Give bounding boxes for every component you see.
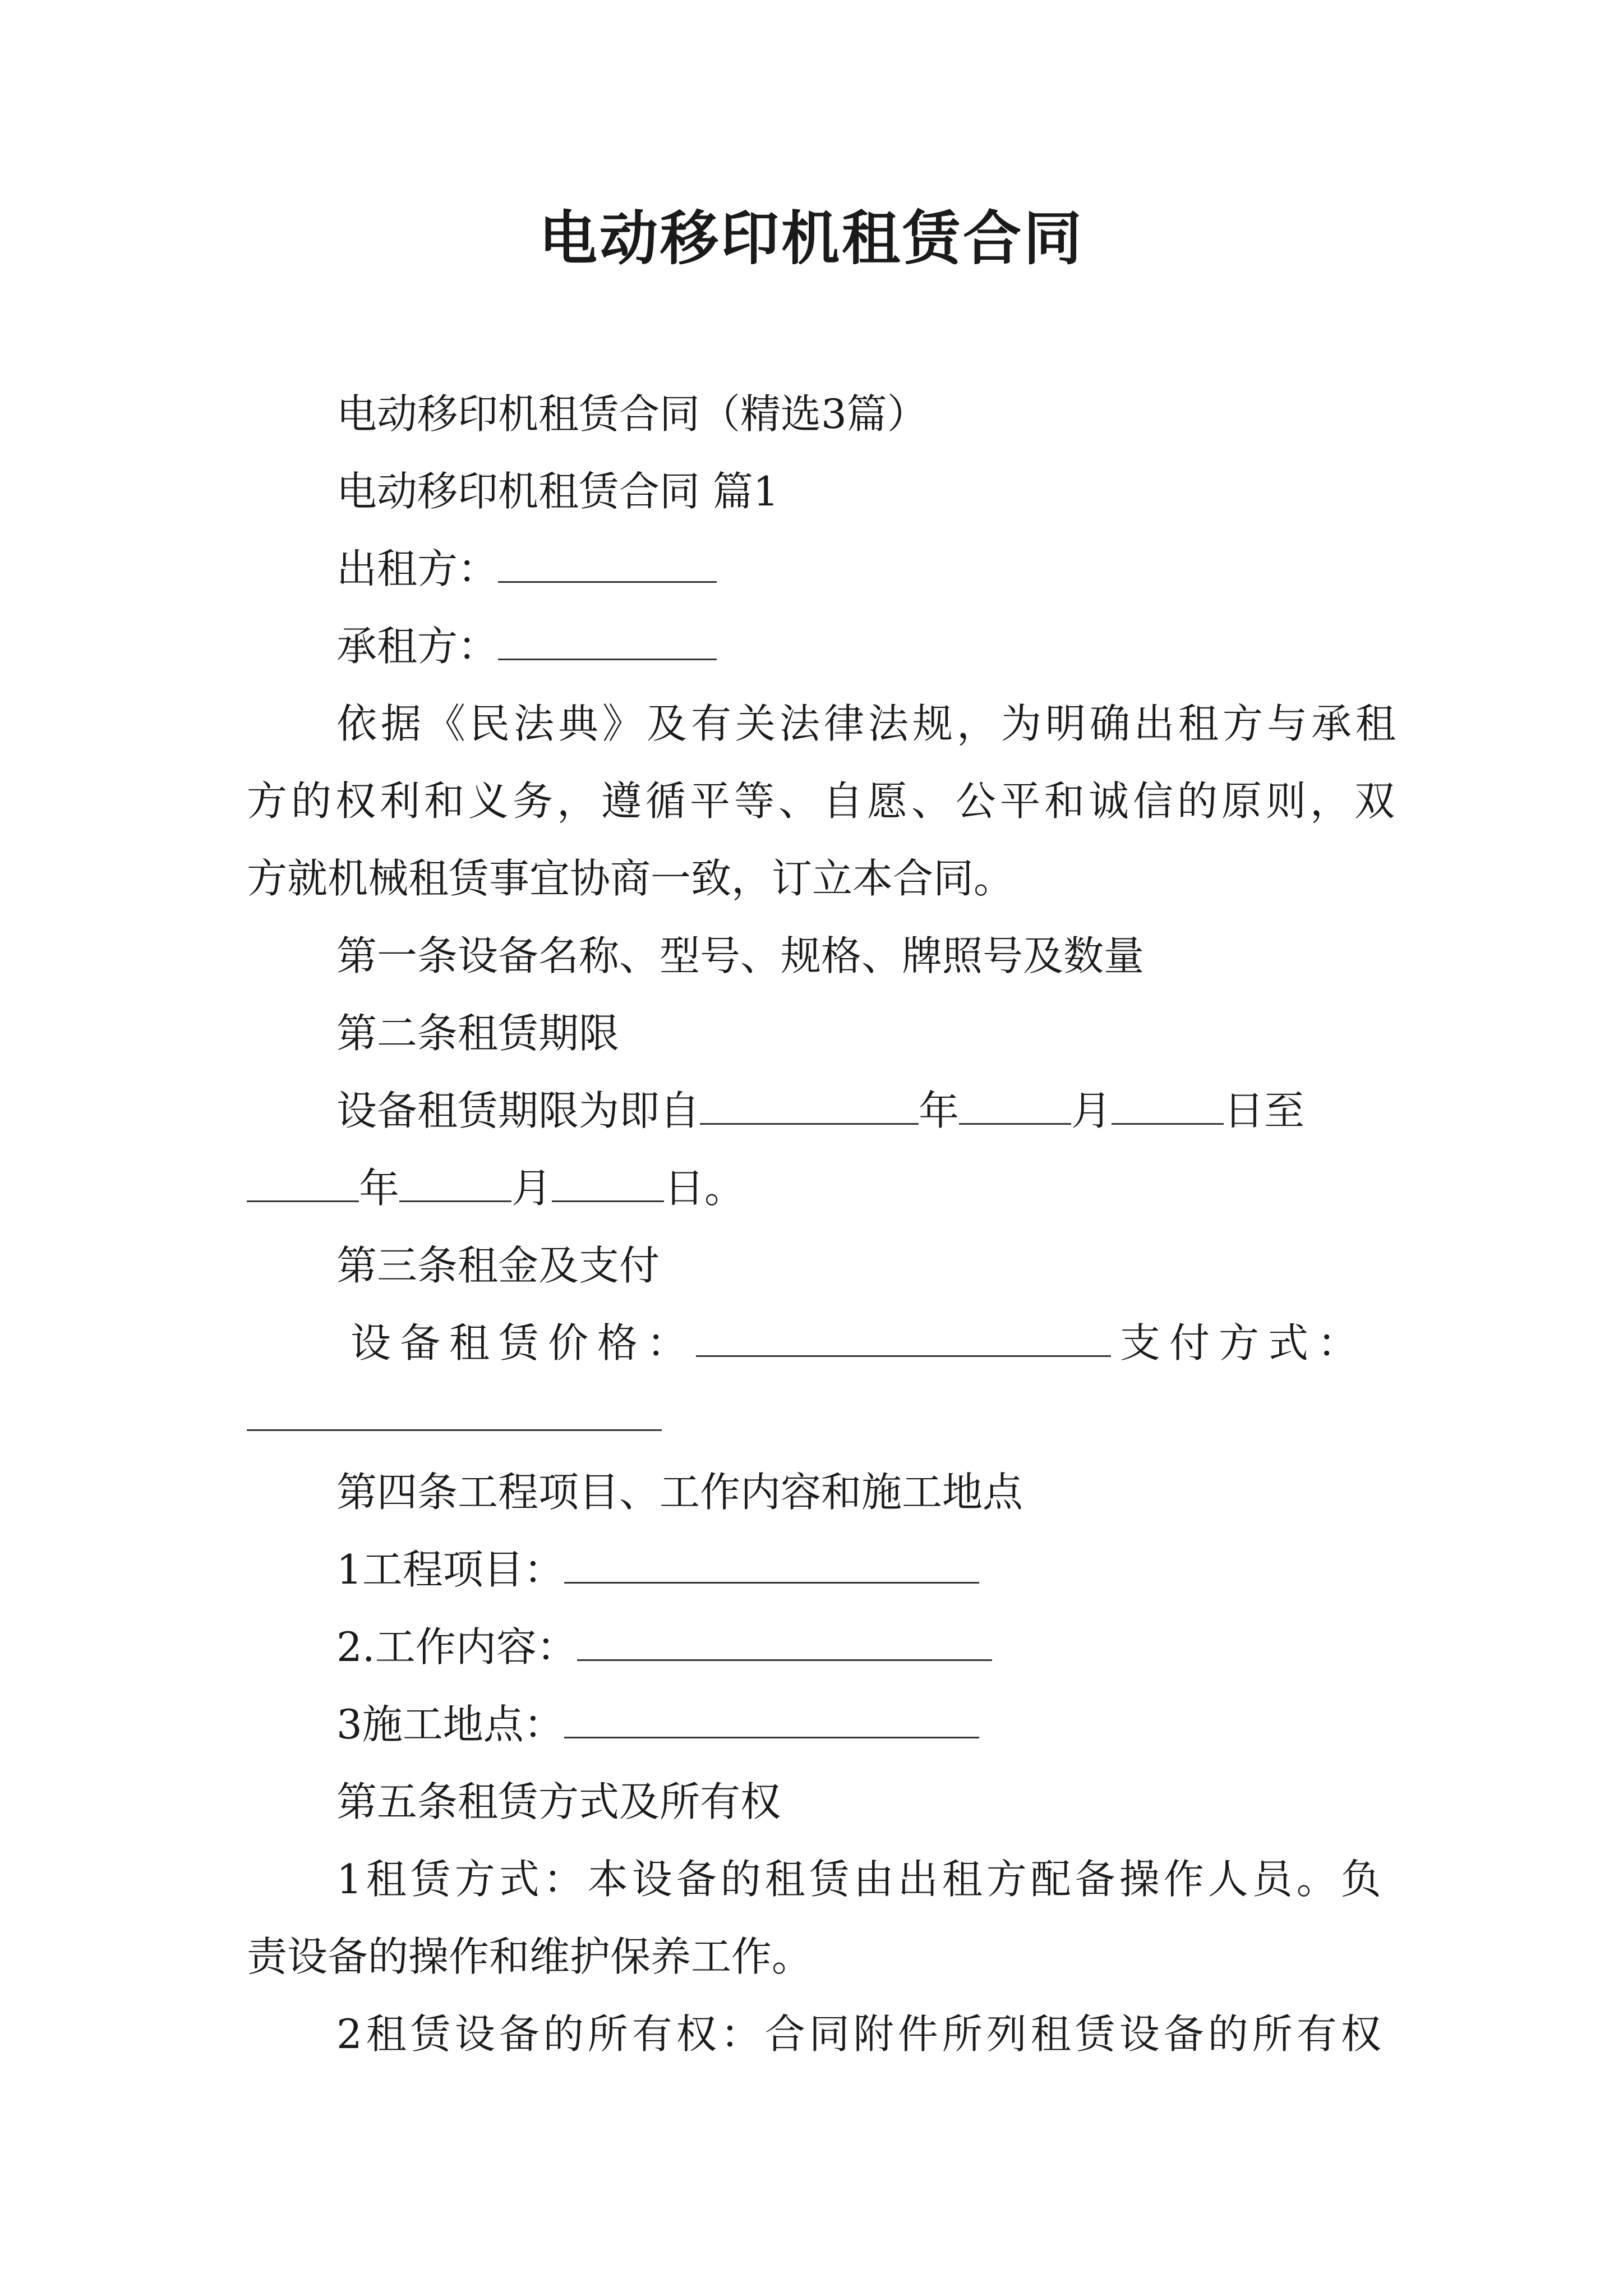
term-end-month-blank bbox=[399, 1167, 511, 1202]
term-end-year-label: 年 bbox=[359, 1165, 400, 1212]
lessee-line bbox=[336, 618, 717, 674]
section-heading: 电动移印机租赁合同 篇1 bbox=[336, 468, 779, 515]
item-1-line bbox=[336, 1542, 979, 1598]
pay-label: 支付方式： bbox=[1120, 1319, 1367, 1366]
price-line bbox=[351, 1315, 1367, 1371]
intro-line-1: 依据《民法典》及有关法律法规，为明确出租方与承租 bbox=[336, 700, 1400, 747]
lessee-label: 承租方： bbox=[336, 623, 499, 670]
term-end-month-label: 月 bbox=[511, 1165, 552, 1212]
term-start-month-blank bbox=[959, 1089, 1071, 1125]
ownership-line: 2租赁设备的所有权：合同附件所列租赁设备的所有权 bbox=[336, 2010, 1385, 2058]
article-1: 第一条设备名称、型号、规格、牌照号及数量 bbox=[336, 932, 1145, 979]
item-2-blank bbox=[577, 1626, 992, 1661]
intro-line-3: 方就机械租赁事宜协商一致，订立本合同。 bbox=[247, 855, 1015, 902]
item-3-line bbox=[336, 1696, 979, 1752]
lessor-blank bbox=[498, 547, 717, 583]
term-end-day-label: 日。 bbox=[664, 1165, 745, 1212]
item-2-label: 2.工作内容： bbox=[336, 1623, 577, 1671]
article-4: 第四条工程项目、工作内容和施工地点 bbox=[336, 1469, 1023, 1516]
term-prefix: 设备租赁期限为即自 bbox=[336, 1087, 700, 1134]
term-line-2 bbox=[247, 1160, 745, 1216]
item-1-label: 1工程项目： bbox=[336, 1546, 564, 1593]
lessor-label: 出租方： bbox=[336, 545, 499, 592]
pay-blank bbox=[247, 1429, 662, 1431]
price-label: 设备租赁价格： bbox=[351, 1319, 697, 1366]
lease-mode-line-2: 责设备的操作和维护保养工作。 bbox=[247, 1933, 813, 1980]
document-subtitle: 电动移印机租赁合同（精选3篇） bbox=[336, 390, 928, 438]
price-blank bbox=[696, 1322, 1111, 1357]
article-3: 第三条租金及支付 bbox=[336, 1242, 660, 1289]
term-day-to-label: 日至 bbox=[1224, 1087, 1305, 1134]
term-year-label: 年 bbox=[919, 1087, 960, 1134]
item-3-blank bbox=[564, 1703, 979, 1738]
article-2: 第二条租赁期限 bbox=[336, 1010, 620, 1057]
intro-line-2: 方的权利和义务，遵循平等、自愿、公平和诚信的原则，双 bbox=[247, 777, 1399, 825]
term-line-1 bbox=[336, 1083, 1304, 1139]
article-5: 第五条租赁方式及所有权 bbox=[336, 1778, 781, 1825]
lease-mode-line-1: 1租赁方式：本设备的租赁由出租方配备操作人员。负 bbox=[336, 1856, 1385, 1903]
item-3-label: 3施工地点： bbox=[336, 1701, 564, 1748]
term-end-day-blank bbox=[552, 1167, 664, 1202]
item-2-line bbox=[336, 1619, 992, 1675]
lessor-line bbox=[336, 541, 717, 597]
term-start-day-blank bbox=[1112, 1089, 1224, 1125]
item-1-blank bbox=[564, 1548, 979, 1584]
term-end-year-blank bbox=[247, 1167, 359, 1202]
term-month-label: 月 bbox=[1071, 1087, 1112, 1134]
term-start-year-blank bbox=[700, 1089, 919, 1125]
document-title: 电动移印机租赁合同 bbox=[538, 204, 1084, 273]
lessee-blank bbox=[498, 625, 717, 660]
